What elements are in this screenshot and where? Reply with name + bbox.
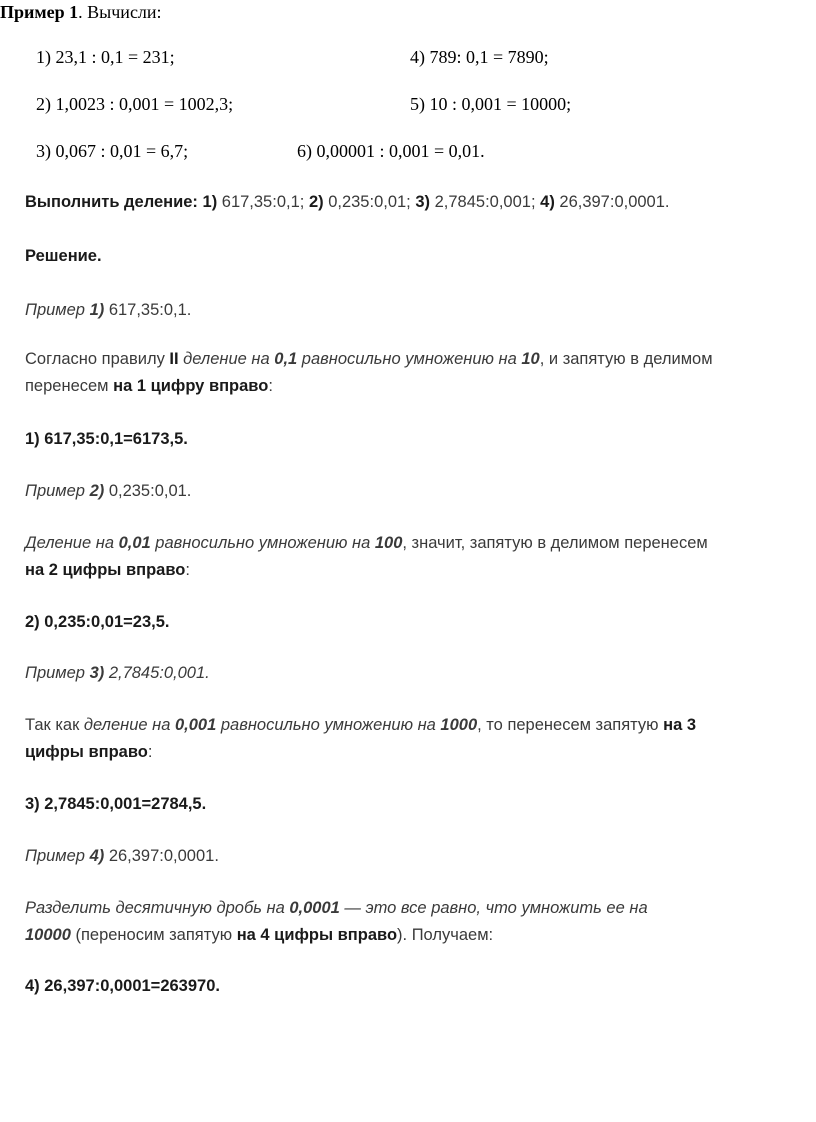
task-line (25, 193, 670, 212)
ex3-head-num: 3) (89, 664, 105, 682)
ex4-paragraph-line-1 (25, 899, 648, 918)
ex3-p1-a: Так как (25, 716, 84, 734)
ex1-head-num: 1) (89, 301, 105, 319)
ex2-p2-a: на 2 цифры вправо (25, 561, 186, 579)
example-4: 4) 789: 0,1 = 7890; (410, 47, 549, 67)
ex2-p1-c: равносильно умножению на (150, 534, 375, 552)
ex3-paragraph-line-1 (25, 716, 696, 735)
ex3-p1-b: деление на (83, 716, 175, 734)
task-val-1: 617,35:0,1; (217, 193, 309, 211)
ex4-p1-b: 0,0001 (289, 899, 340, 917)
ex1-p2-c: : (268, 377, 273, 395)
ex4-p1-c: — это все равно, что умножить ее на (339, 899, 648, 917)
ex2-heading (25, 482, 191, 501)
ex3-paragraph-line-2 (25, 743, 152, 762)
task-val-3: 2,7845:0,001; (430, 193, 541, 211)
ex4-answer: 4) 26,397:0,0001=263970. (25, 977, 220, 995)
ex4-heading (25, 847, 219, 866)
ex3-p1-e: 1000 (440, 716, 478, 734)
ex4-head-num: 4) (89, 847, 105, 865)
ex1-p1-f: 10 (521, 350, 540, 368)
example-2: 2) 1,0023 : 0,001 = 1002,3; (36, 94, 234, 114)
ex3-p1-c: 0,001 (174, 716, 217, 734)
ex1-p1-d: 0,1 (274, 350, 298, 368)
ex2-p1-a: Деление на (25, 534, 119, 552)
ex2-p2-b: : (185, 561, 190, 579)
ex1-heading (25, 301, 191, 320)
task-label: Выполнить деление: (25, 193, 198, 211)
ex1-p2-a: перенесем (25, 377, 114, 395)
ex1-p2-b: на 1 цифру вправо (113, 377, 269, 395)
example-1: 1) 23,1 : 0,1 = 231; (36, 47, 175, 67)
ex1-p1-c: деление на (178, 350, 275, 368)
ex4-p2-a: 10000 (25, 926, 71, 944)
solution-heading: Решение. (25, 247, 102, 265)
task-num-4: 4) (540, 193, 555, 211)
ex4-paragraph-line-2 (25, 926, 493, 945)
ex4-head-it: Пример (25, 847, 90, 865)
title-bold: Пример 1 (0, 2, 79, 22)
ex2-p1-d: 100 (374, 534, 403, 552)
ex3-p2-a: цифры вправо (25, 743, 148, 761)
ex2-paragraph-line-1 (25, 534, 708, 553)
ex2-head-num: 2) (89, 482, 105, 500)
task-val-4: 26,397:0,0001. (554, 193, 670, 211)
ex4-head-val: 26,397:0,0001. (104, 847, 219, 865)
ex3-p1-f: , то перенесем запятую (477, 716, 664, 734)
ex2-head-val: 0,235:0,01. (104, 482, 192, 500)
task-num-1: 1) (202, 193, 218, 211)
ex3-answer: 3) 2,7845:0,001=2784,5. (25, 795, 207, 813)
ex3-p1-g: на 3 (663, 716, 697, 734)
task-num-3: 3) (415, 193, 431, 211)
ex2-answer: 2) 0,235:0,01=23,5. (25, 613, 170, 631)
ex2-paragraph-line-2 (25, 561, 190, 580)
ex1-head-val: 617,35:0,1. (104, 301, 192, 319)
ex2-p1-e: , значит, запятую в делимом перенесем (402, 534, 708, 552)
ex3-p1-d: равносильно умножению на (216, 716, 441, 734)
ex1-answer: 1) 617,35:0,1=6173,5. (25, 430, 188, 448)
ex1-p1-a: Согласно правилу (25, 350, 170, 368)
example-6: 6) 0,00001 : 0,001 = 0,01. (297, 141, 485, 161)
ex4-p2-c: на 4 цифры вправо (236, 926, 398, 944)
page-title (0, 2, 162, 23)
ex1-p1-g: , и запятую в делимом (539, 350, 713, 368)
ex4-p2-b: (переносим запятую (70, 926, 237, 944)
ex1-paragraph-line-1 (25, 350, 713, 369)
ex1-head-it: Пример (25, 301, 90, 319)
ex4-p2-d: ). Получаем: (397, 926, 494, 944)
task-val-2: 0,235:0,01; (323, 193, 416, 211)
ex2-head-it: Пример (25, 482, 90, 500)
ex3-head-val: 2,7845:0,001. (104, 664, 210, 682)
ex2-p1-b: 0,01 (118, 534, 151, 552)
ex1-p1-b: II (169, 350, 179, 368)
example-5: 5) 10 : 0,001 = 10000; (410, 94, 572, 114)
ex1-paragraph-line-2 (25, 377, 273, 396)
example-3: 3) 0,067 : 0,01 = 6,7; (36, 141, 189, 161)
ex3-p2-b: : (147, 743, 153, 761)
ex3-head-it: Пример (25, 664, 90, 682)
ex4-p1-a: Разделить десятичную дробь на (25, 899, 290, 917)
ex1-p1-e: равносильно умножению на (297, 350, 522, 368)
task-num-2: 2) (308, 193, 324, 211)
ex3-heading (25, 664, 210, 683)
title-rest: . Вычисли: (78, 2, 162, 22)
